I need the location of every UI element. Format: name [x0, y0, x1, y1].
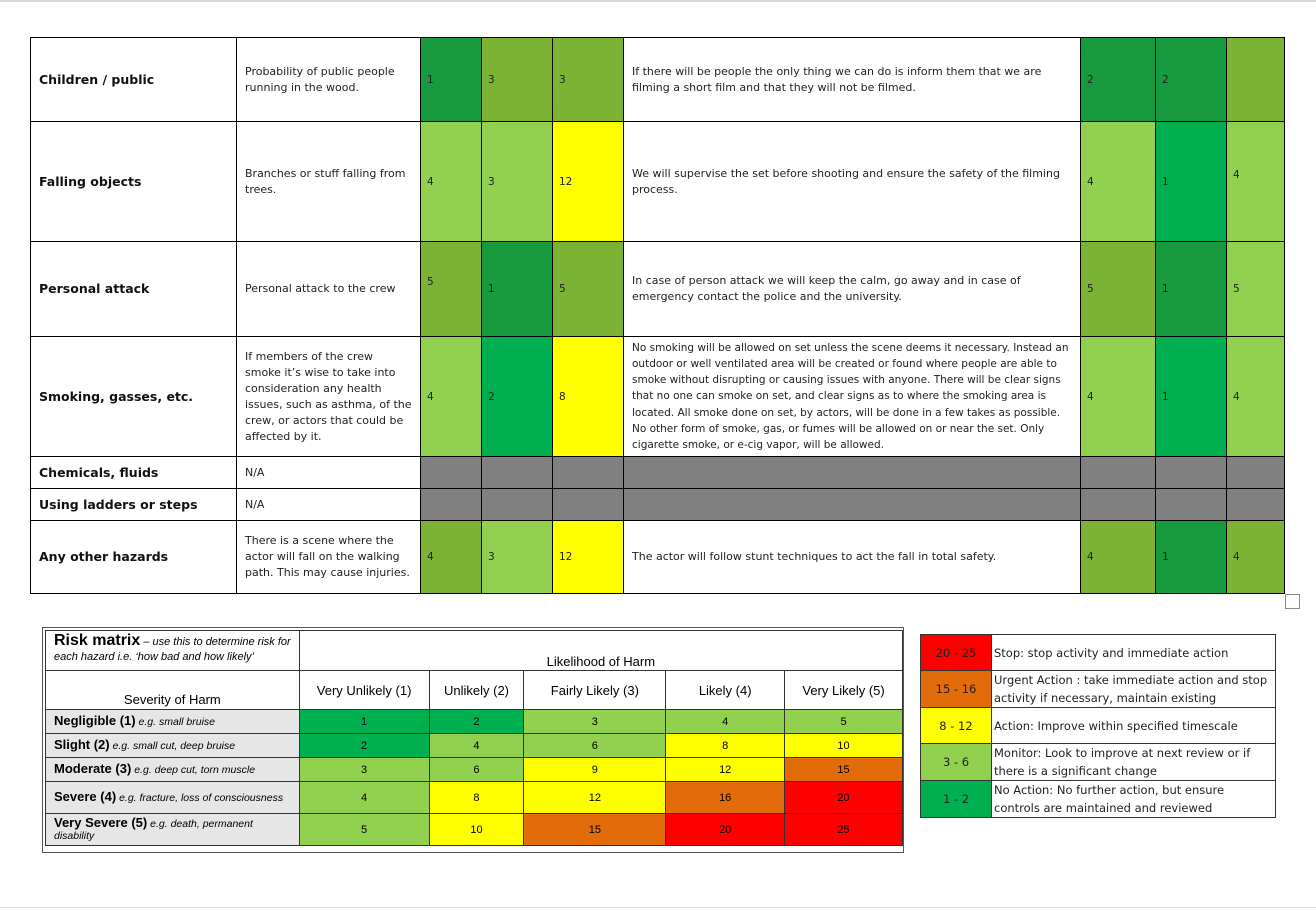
initial-risk: 12 [553, 521, 624, 594]
hazard-table [30, 37, 1285, 594]
severity-label [46, 758, 300, 782]
empty-cell [1156, 489, 1227, 521]
initial-risk: 8 [553, 337, 624, 457]
likelihood-column: Unlikely (2) [429, 671, 524, 710]
matrix-title-note: – use this to determine risk for each hazard i.e. ‘how bad and how likely’ [54, 636, 291, 663]
residual-likelihood: 1 [1156, 122, 1227, 242]
residual-risk: 4 [1227, 122, 1285, 242]
hazard-row [31, 38, 1285, 122]
matrix-title [46, 631, 300, 671]
matrix-cell: 4 [299, 782, 429, 814]
empty-cell [482, 489, 553, 521]
control-measures: We will supervise the set before shooting and ensure the safety of the filming process. [624, 122, 1081, 242]
matrix-cell: 6 [429, 758, 524, 782]
matrix-cell: 12 [524, 782, 666, 814]
matrix-cell: 5 [299, 814, 429, 846]
matrix-cell: 4 [666, 710, 785, 734]
matrix-cell: 8 [666, 734, 785, 758]
hazard-row [31, 122, 1285, 242]
hazard-name: Using ladders or steps [31, 489, 237, 521]
matrix-cell: 20 [666, 814, 785, 846]
likelihood-header: Likelihood of Harm [299, 631, 902, 671]
empty-cell [1227, 457, 1285, 489]
hazard-name: Smoking, gasses, etc. [31, 337, 237, 457]
empty-cell [1156, 457, 1227, 489]
matrix-cell: 3 [524, 710, 666, 734]
empty-cell [421, 489, 482, 521]
residual-severity: 2 [1081, 38, 1156, 122]
initial-likelihood: 2 [482, 337, 553, 457]
initial-risk: 5 [553, 242, 624, 337]
matrix-row [46, 734, 903, 758]
initial-risk: 3 [553, 38, 624, 122]
matrix-cell: 2 [429, 710, 524, 734]
empty-cell [624, 457, 1081, 489]
residual-likelihood: 1 [1156, 242, 1227, 337]
severity-example: e.g. death, permanent disability [54, 818, 253, 842]
residual-severity: 4 [1081, 337, 1156, 457]
matrix-row [46, 814, 903, 846]
residual-risk: 4 [1227, 337, 1285, 457]
residual-risk: 5 [1227, 242, 1285, 337]
residual-likelihood: 2 [1156, 38, 1227, 122]
initial-risk: 12 [553, 122, 624, 242]
initial-severity: 4 [421, 521, 482, 594]
initial-likelihood: 3 [482, 38, 553, 122]
legend-text: Urgent Action : take immediate action and stop activity if necessary, maintain existing [992, 671, 1276, 708]
hazard-name: Chemicals, fluids [31, 457, 237, 489]
matrix-row [46, 758, 903, 782]
severity-example: e.g. small bruise [138, 716, 215, 728]
hazard-row [31, 337, 1285, 457]
matrix-cell: 15 [785, 758, 903, 782]
matrix-cell: 6 [524, 734, 666, 758]
severity-level: Severe (4) [54, 789, 117, 804]
severity-example: e.g. fracture, loss of consciousness [119, 792, 284, 804]
control-measures: The actor will follow stunt techniques to act the fall in total safety. [624, 521, 1081, 594]
matrix-cell: 12 [666, 758, 785, 782]
hazard-description: N/A [237, 457, 421, 489]
matrix-cell: 5 [785, 710, 903, 734]
likelihood-column: Very Unlikely (1) [299, 671, 429, 710]
severity-level: Negligible (1) [54, 713, 136, 728]
legend-range: 3 - 6 [921, 744, 992, 781]
hazard-description: If members of the crew smoke it’s wise to take into consideration any health issues, such as asthma, of the crew, or actors that could be affected by it. [237, 337, 421, 457]
hazard-description: There is a scene where the actor will fall on the walking path. This may cause injuries. [237, 521, 421, 594]
matrix-cell: 1 [299, 710, 429, 734]
matrix-cell: 4 [429, 734, 524, 758]
risk-legend [920, 634, 1276, 818]
legend-row [921, 708, 1276, 744]
legend-range: 20 - 25 [921, 635, 992, 671]
control-measures: In case of person attack we will keep the calm, go away and in case of emergency contact the police and the university. [624, 242, 1081, 337]
matrix-cell: 8 [429, 782, 524, 814]
likelihood-column: Likely (4) [666, 671, 785, 710]
matrix-row [46, 782, 903, 814]
residual-severity: 4 [1081, 521, 1156, 594]
legend-row [921, 635, 1276, 671]
severity-level: Very Severe (5) [54, 815, 148, 830]
initial-likelihood: 3 [482, 122, 553, 242]
severity-level: Moderate (3) [54, 761, 132, 776]
severity-label [46, 814, 300, 846]
hazard-name: Any other hazards [31, 521, 237, 594]
hazard-description: Branches or stuff falling from trees. [237, 122, 421, 242]
legend-row [921, 671, 1276, 708]
legend-range: 8 - 12 [921, 708, 992, 744]
empty-cell [1081, 457, 1156, 489]
initial-likelihood: 3 [482, 521, 553, 594]
initial-severity: 4 [421, 122, 482, 242]
severity-label [46, 734, 300, 758]
empty-cell [1081, 489, 1156, 521]
page-top-border [0, 0, 1316, 2]
risk-matrix [42, 627, 904, 853]
risk-matrix-table [45, 630, 903, 846]
hazard-name: Personal attack [31, 242, 237, 337]
legend-text: Action: Improve within specified timescale [992, 708, 1276, 744]
likelihood-column: Fairly Likely (3) [524, 671, 666, 710]
matrix-cell: 10 [429, 814, 524, 846]
initial-severity: 1 [421, 38, 482, 122]
hazard-description: Probability of public people running in the wood. [237, 38, 421, 122]
legend-row [921, 781, 1276, 818]
residual-severity: 5 [1081, 242, 1156, 337]
empty-cell [482, 457, 553, 489]
matrix-cell: 3 [299, 758, 429, 782]
hazard-row [31, 457, 1285, 489]
severity-label [46, 782, 300, 814]
empty-cell [553, 457, 624, 489]
initial-severity: 4 [421, 337, 482, 457]
matrix-cell: 20 [785, 782, 903, 814]
matrix-cell: 16 [666, 782, 785, 814]
control-measures: No smoking will be allowed on set unless the scene deems it necessary. Instead an outdoor or well ventilated area will be created or found where people are able to smoke without disrupting or causing issues with anyone. There will be clear signs that no one can smoke on set, and clear signs as to where the smoking area is located. All smoke done on set, by actors, will be done in a few takes as possible. No other form of smoke, gas, or fumes will be allowed on or near the set. Only cigarette smoke, or e-cig vapor, will be allowed. [624, 337, 1081, 457]
severity-label [46, 710, 300, 734]
page-bottom-border [0, 907, 1316, 908]
severity-level: Slight (2) [54, 737, 110, 752]
hazard-row [31, 489, 1285, 521]
residual-likelihood: 1 [1156, 337, 1227, 457]
hazard-description: N/A [237, 489, 421, 521]
legend-row [921, 744, 1276, 781]
legend-range: 1 - 2 [921, 781, 992, 818]
empty-cell [421, 457, 482, 489]
likelihood-column: Very Likely (5) [785, 671, 903, 710]
matrix-title-bold: Risk matrix [54, 632, 141, 649]
matrix-cell: 25 [785, 814, 903, 846]
residual-risk [1227, 38, 1285, 122]
hazard-row [31, 242, 1285, 337]
severity-header: Severity of Harm [46, 671, 300, 710]
initial-likelihood: 1 [482, 242, 553, 337]
hazard-row [31, 521, 1285, 594]
severity-example: e.g. small cut, deep bruise [112, 740, 236, 752]
empty-cell [1227, 489, 1285, 521]
hazard-description: Personal attack to the crew [237, 242, 421, 337]
severity-example: e.g. deep cut, torn muscle [134, 764, 256, 776]
matrix-row [46, 710, 903, 734]
initial-severity: 5 [421, 242, 482, 337]
matrix-cell: 2 [299, 734, 429, 758]
legend-text: No Action: No further action, but ensure controls are maintained and reviewed [992, 781, 1276, 818]
hazard-name: Children / public [31, 38, 237, 122]
residual-severity: 4 [1081, 122, 1156, 242]
control-measures: If there will be people the only thing we can do is inform them that we are filming a short film and that they will not be filmed. [624, 38, 1081, 122]
legend-text: Monitor: Look to improve at next review or if there is a significant change [992, 744, 1276, 781]
empty-cell [624, 489, 1081, 521]
table-resize-handle[interactable] [1285, 594, 1300, 609]
matrix-cell: 10 [785, 734, 903, 758]
matrix-cell: 9 [524, 758, 666, 782]
matrix-cell: 15 [524, 814, 666, 846]
residual-risk: 4 [1227, 521, 1285, 594]
hazard-name: Falling objects [31, 122, 237, 242]
empty-cell [553, 489, 624, 521]
legend-text: Stop: stop activity and immediate action [992, 635, 1276, 671]
legend-range: 15 - 16 [921, 671, 992, 708]
residual-likelihood: 1 [1156, 521, 1227, 594]
